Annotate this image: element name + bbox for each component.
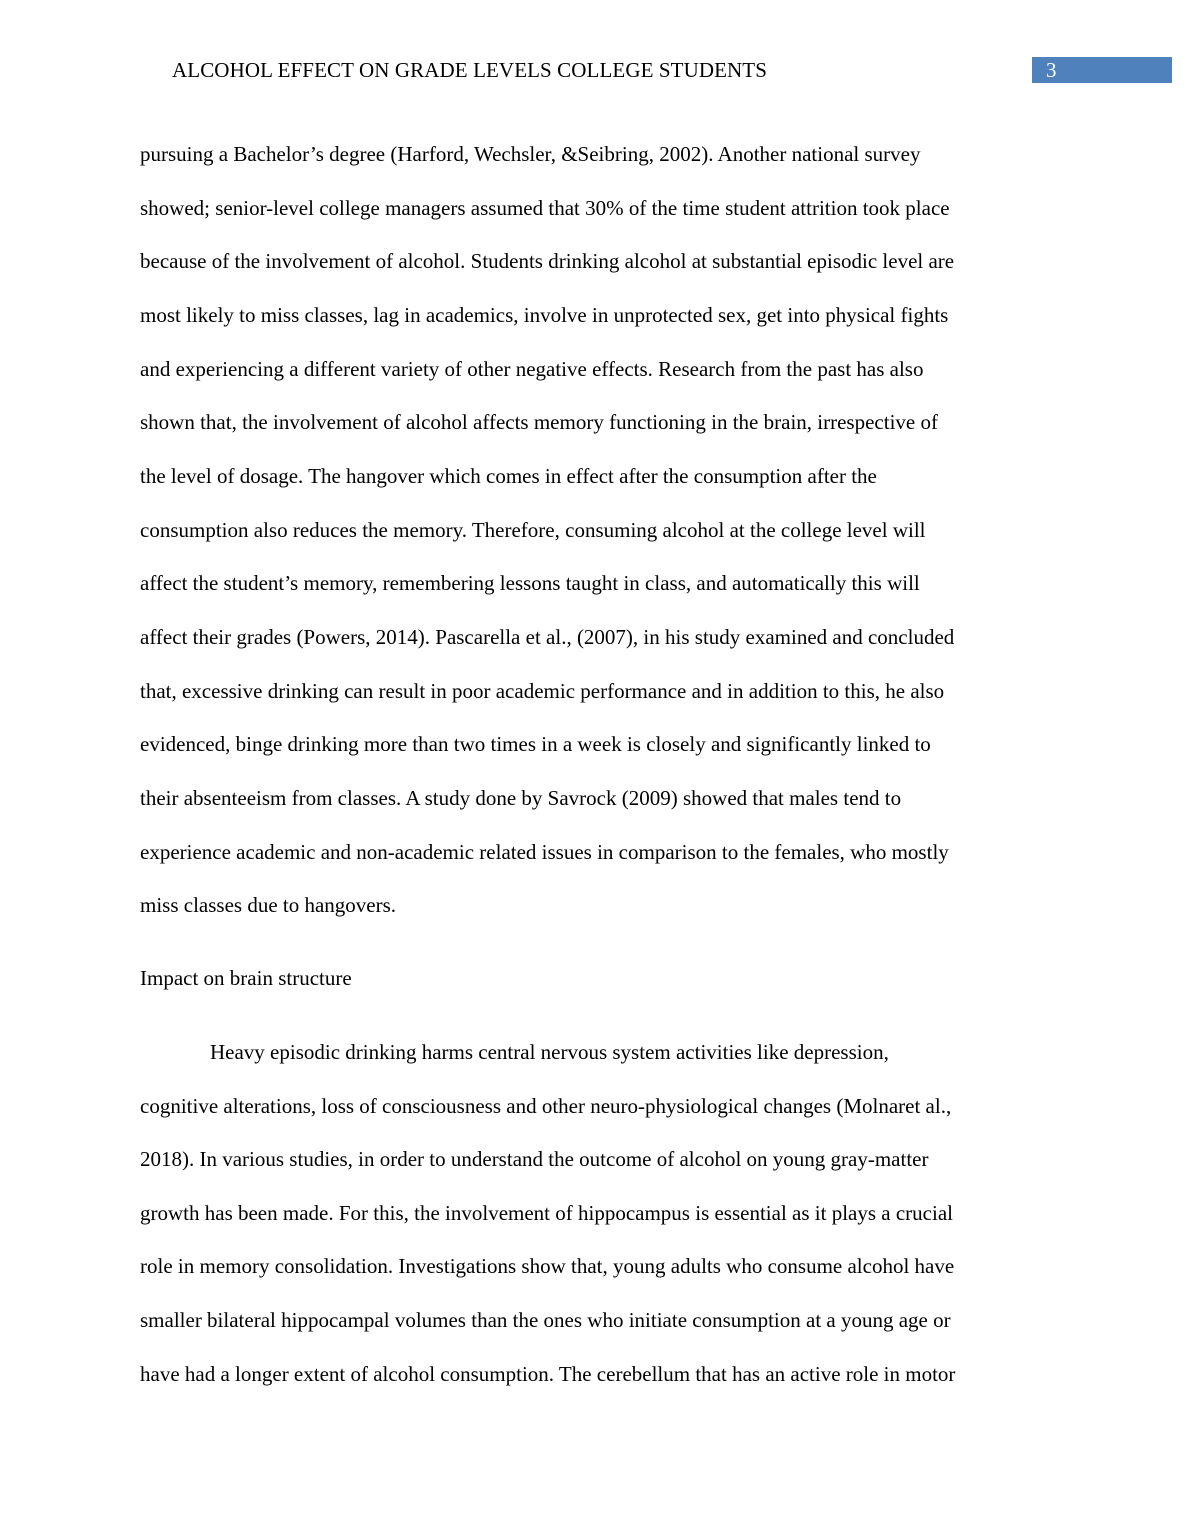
text-line: showed; senior-level college managers assumed that 30% of the time student attrition took place <box>140 196 950 220</box>
text-line: their absenteeism from classes. A study done by Savrock (2009) showed that males tend to <box>140 786 902 810</box>
text-line: shown that, the involvement of alcohol affects memory functioning in the brain, irrespective of <box>140 410 938 434</box>
page-number: 3 <box>1046 58 1057 82</box>
text-line: Heavy episodic drinking harms central nervous system activities like depression, <box>210 1040 889 1064</box>
page-number-box <box>1032 57 1172 83</box>
section-heading: Impact on brain structure <box>140 966 352 990</box>
text-line: and experiencing a different variety of other negative effects. Research from the past has also <box>140 357 924 381</box>
text-line: the level of dosage. The hangover which comes in effect after the consumption after the <box>140 464 877 488</box>
text-line: experience academic and non-academic related issues in comparison to the females, who mostly <box>140 840 949 864</box>
text-line: affect the student’s memory, remembering lessons taught in class, and automatically this will <box>140 571 920 595</box>
text-line: cognitive alterations, loss of consciousness and other neuro-physiological changes (Molnaret al., <box>140 1094 952 1118</box>
text-line: pursuing a Bachelor’s degree (Harford, Wechsler, &Seibring, 2002). Another national survey <box>140 142 921 166</box>
text-line: because of the involvement of alcohol. Students drinking alcohol at substantial episodic level are <box>140 249 955 273</box>
text-line: affect their grades (Powers, 2014). Pascarella et al., (2007), in his study examined and concluded <box>140 625 955 649</box>
text-line: consumption also reduces the memory. Therefore, consuming alcohol at the college level will <box>140 518 926 542</box>
text-line: miss classes due to hangovers. <box>140 893 397 917</box>
text-line: that, excessive drinking can result in poor academic performance and in addition to this, he also <box>140 679 945 703</box>
text-line: smaller bilateral hippocampal volumes than the ones who initiate consumption at a young age or <box>140 1308 951 1332</box>
text-line: role in memory consolidation. Investigations show that, young adults who consume alcohol have <box>140 1254 955 1278</box>
text-line: growth has been made. For this, the involvement of hippocampus is essential as it plays a crucial <box>140 1201 953 1225</box>
text-line: evidenced, binge drinking more than two times in a week is closely and significantly linked to <box>140 732 931 756</box>
running-head-title: ALCOHOL EFFECT ON GRADE LEVELS COLLEGE STUDENTS <box>172 58 768 82</box>
text-line: 2018). In various studies, in order to understand the outcome of alcohol on young gray-matter <box>140 1147 929 1171</box>
text-line: have had a longer extent of alcohol consumption. The cerebellum that has an active role in motor <box>140 1362 956 1386</box>
text-line: most likely to miss classes, lag in academics, involve in unprotected sex, get into physical fights <box>140 303 949 327</box>
